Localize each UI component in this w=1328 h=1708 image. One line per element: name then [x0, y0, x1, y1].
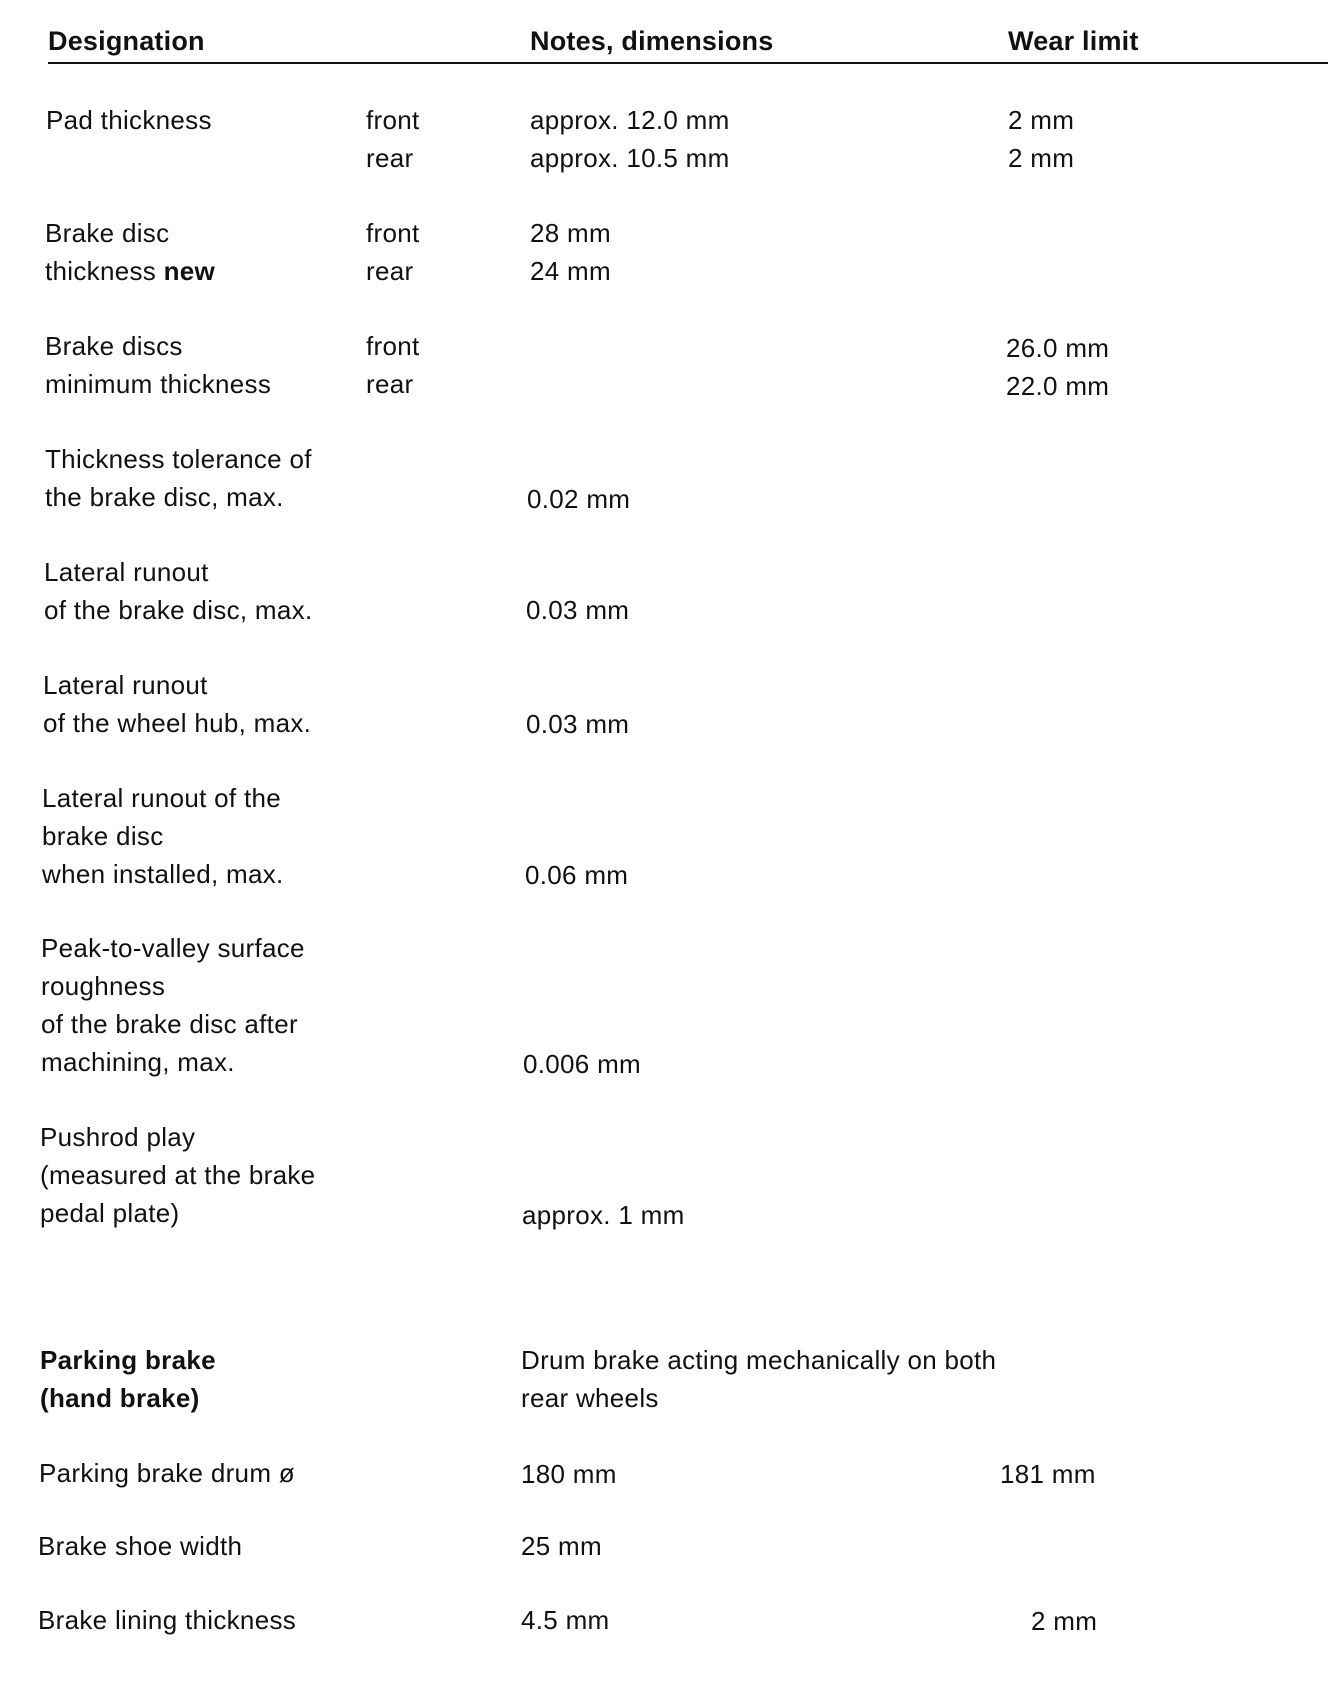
- roughness-label-line4: machining, max.: [41, 1047, 235, 1077]
- lining-thickness-note: 4.5 mm: [521, 1605, 610, 1635]
- disc-new-label-line2: [45, 252, 215, 290]
- runout-disc-note: 0.03 mm: [526, 595, 630, 625]
- disc-min-label-line2: minimum thickness: [45, 369, 272, 399]
- runout-hub-label-line1: Lateral runout: [43, 670, 208, 700]
- pad-rear-label: rear: [366, 143, 414, 173]
- parking-brake-note-line1: Drum brake acting mechanically on both: [521, 1345, 997, 1375]
- disc-min-front-wear: 26.0 mm: [1006, 333, 1110, 363]
- disc-min-rear-wear: 22.0 mm: [1006, 371, 1110, 401]
- header-designation: Designation: [48, 26, 205, 56]
- pad-rear-note: approx. 10.5 mm: [530, 143, 730, 173]
- parking-brake-label-line2: (hand brake): [40, 1383, 200, 1413]
- drum-note: 180 mm: [521, 1459, 617, 1489]
- pad-front-label: front: [366, 105, 420, 135]
- shoe-width-note: 25 mm: [521, 1531, 602, 1561]
- disc-new-label-line1: Brake disc: [45, 218, 170, 248]
- pad-thickness-label: Pad thickness: [46, 105, 212, 135]
- shoe-width-label: Brake shoe width: [38, 1531, 243, 1561]
- disc-min-rear-label: rear: [366, 369, 414, 399]
- runout-hub-note: 0.03 mm: [526, 709, 630, 739]
- header-rule: [48, 62, 1328, 64]
- header-notes: Notes, dimensions: [530, 26, 774, 56]
- drum-label: Parking brake drum ø: [39, 1458, 295, 1488]
- disc-min-front-label: front: [366, 331, 420, 361]
- parking-brake-label-line1: Parking brake: [40, 1345, 216, 1375]
- disc-new-front-label: front: [366, 218, 420, 248]
- roughness-label-line2: roughness: [41, 971, 166, 1001]
- lining-thickness-label: Brake lining thickness: [38, 1605, 297, 1635]
- pushrod-label-line3: pedal plate): [40, 1198, 180, 1228]
- header-wear-limit: Wear limit: [1008, 26, 1139, 56]
- disc-new-rear-note: 24 mm: [530, 256, 611, 286]
- drum-wear: 181 mm: [1000, 1459, 1096, 1489]
- disc-new-front-note: 28 mm: [530, 218, 611, 248]
- pad-rear-wear: 2 mm: [1008, 143, 1075, 173]
- runout-installed-label-line3: when installed, max.: [42, 859, 284, 889]
- runout-hub-label-line2: of the wheel hub, max.: [43, 708, 312, 738]
- runout-disc-label-line1: Lateral runout: [44, 557, 209, 587]
- pushrod-label-line2: (measured at the brake: [40, 1160, 316, 1190]
- tolerance-label-line2: the brake disc, max.: [45, 482, 284, 512]
- disc-new-rear-label: rear: [366, 256, 414, 286]
- disc-new-label-text: thickness: [45, 256, 164, 286]
- runout-installed-label-line2: brake disc: [42, 821, 164, 851]
- disc-new-label-bold: new: [163, 256, 216, 286]
- runout-disc-label-line2: of the brake disc, max.: [44, 595, 313, 625]
- tolerance-label-line1: Thickness tolerance of: [45, 444, 312, 474]
- pad-front-note: approx. 12.0 mm: [530, 105, 730, 135]
- lining-thickness-wear: 2 mm: [1031, 1606, 1098, 1636]
- pushrod-label-line1: Pushrod play: [40, 1122, 196, 1152]
- roughness-label-line1: Peak-to-valley surface: [41, 933, 305, 963]
- runout-installed-note: 0.06 mm: [525, 860, 629, 890]
- tolerance-note: 0.02 mm: [527, 484, 631, 514]
- parking-brake-note-line2: rear wheels: [521, 1383, 659, 1413]
- disc-min-label-line1: Brake discs: [45, 331, 183, 361]
- roughness-label-line3: of the brake disc after: [41, 1009, 298, 1039]
- pad-front-wear: 2 mm: [1008, 105, 1075, 135]
- runout-installed-label-line1: Lateral runout of the: [42, 783, 282, 813]
- pushrod-note: approx. 1 mm: [522, 1200, 685, 1230]
- roughness-note: 0.006 mm: [523, 1049, 642, 1079]
